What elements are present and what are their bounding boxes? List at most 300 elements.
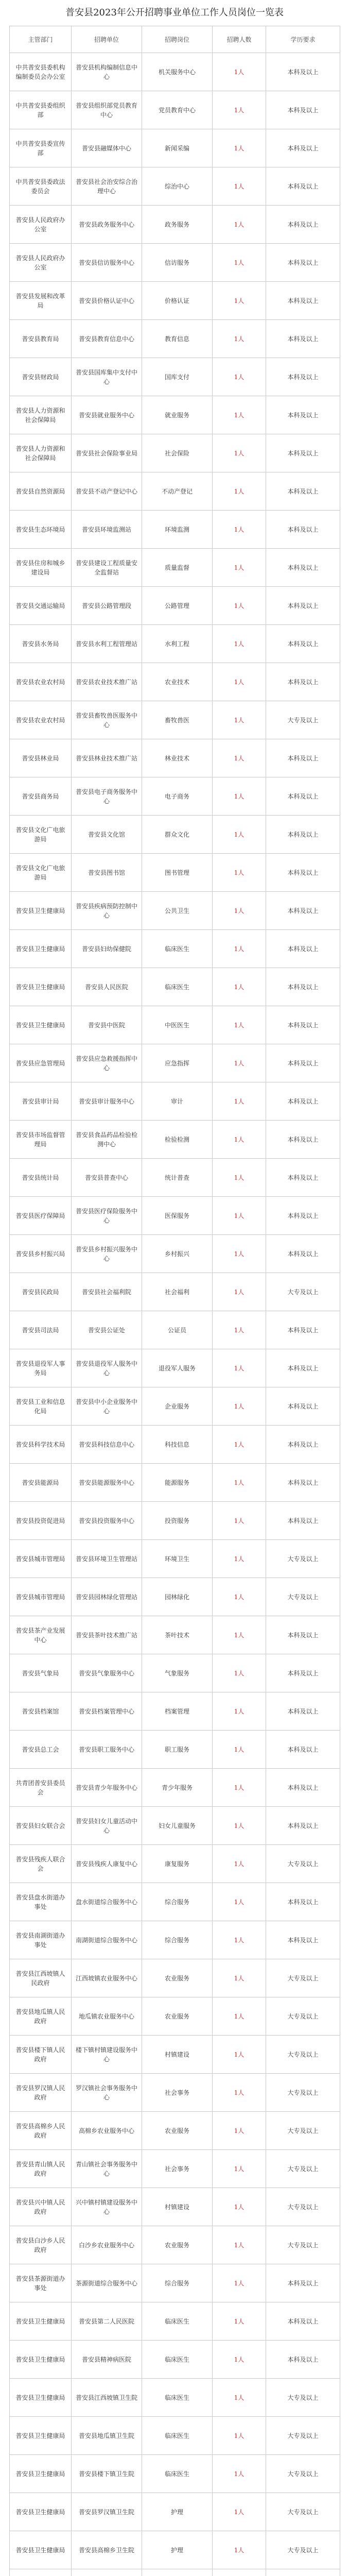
cell-count: 1人: [213, 244, 266, 282]
cell-count: 1人: [213, 2036, 266, 2074]
cell-employer: 普安县档案管理中心: [72, 1692, 142, 1731]
cell-department: 普安县茶源街道办事处: [10, 2264, 72, 2302]
cell-position: 检验检测: [142, 1121, 213, 1159]
cell-department: 普安县能源局: [10, 1464, 72, 1502]
cell-position: 档案管理: [142, 1692, 213, 1731]
cell-position: 综合服务: [142, 2264, 213, 2302]
cell-count: 1人: [213, 1731, 266, 1769]
cell-education: 本科及以上: [266, 511, 340, 549]
table-row: [10, 1502, 340, 1540]
cell-employer: 普安县就业服务中心: [72, 396, 142, 434]
cell-employer: 普安县环境卫生管理站: [72, 1540, 142, 1578]
cell-employer: 普安县畜牧兽医服务中心: [72, 701, 142, 739]
cell-department: 普安县自然资源局: [10, 472, 72, 511]
table-row: [10, 854, 340, 892]
cell-department: 普安县卫生健康局: [10, 2302, 72, 2341]
cell-employer: 普安县普查中心: [72, 1159, 142, 1197]
cell-department: 普安县文化广电旅游局: [10, 854, 72, 892]
cell-count: 1人: [213, 1578, 266, 1616]
table-header-row: [10, 26, 340, 53]
cell-employer: 普安县图书馆: [72, 854, 142, 892]
table-row: [10, 1616, 340, 1654]
cell-count: 1人: [213, 1845, 266, 1883]
cell-department: 普安县农业农村局: [10, 701, 72, 739]
cell-position: 乡村振兴: [142, 1235, 213, 1273]
cell-position: 农业服务: [142, 1959, 213, 1997]
page-title: 普安县2023年公开招聘事业单位工作人员岗位一览表: [65, 7, 284, 18]
cell-position: 党员教育中心: [142, 91, 213, 129]
cell-position: [142, 2569, 213, 2576]
cell-count: 1人: [213, 2417, 266, 2455]
cell-department: 普安县人力资源和社会保障局: [10, 434, 72, 472]
cell-employer: 普安县茶叶技术推广站: [72, 1616, 142, 1654]
cell-count: 1人: [213, 2531, 266, 2569]
cell-position: 临床医生: [142, 2417, 213, 2455]
table-row: [10, 1197, 340, 1235]
cell-education: 本科及以上: [266, 854, 340, 892]
cell-department: 普安县城市管理局: [10, 1540, 72, 1578]
cell-position: 审计: [142, 1082, 213, 1121]
table-body: [10, 53, 340, 2576]
cell-education: 本科及以上: [266, 1349, 340, 1387]
cell-position: 科技信息: [142, 1426, 213, 1464]
cell-education: 大专及以上: [266, 2531, 340, 2569]
table-row: [10, 777, 340, 816]
table-row: [10, 167, 340, 206]
table-row: [10, 1121, 340, 1159]
cell-count: 1人: [213, 53, 266, 91]
cell-count: 1人: [213, 930, 266, 968]
table-row: [10, 1235, 340, 1273]
table-row: [10, 1311, 340, 1349]
cell-position: 信访服务: [142, 244, 213, 282]
cell-department: 普安县乡村振兴局: [10, 1235, 72, 1273]
cell-education: 大专及以上: [266, 2112, 340, 2150]
cell-education: 本科及以上: [266, 2302, 340, 2341]
table-row: [10, 2188, 340, 2226]
cell-education: 本科及以上: [266, 587, 340, 625]
cell-employer: 普安县科技信息中心: [72, 1426, 142, 1464]
cell-position: 电子商务: [142, 777, 213, 816]
cell-employer: 江西坡镇农业服务中心: [72, 1959, 142, 1997]
table-row: [10, 739, 340, 777]
cell-position: 公共卫生: [142, 892, 213, 930]
cell-employer: 普安县中小企业服务中心: [72, 1387, 142, 1426]
table-row: [10, 511, 340, 549]
cell-department: 普安县人民政府办公室: [10, 206, 72, 244]
cell-count: 1人: [213, 1235, 266, 1273]
cell-employer: 普安县融媒体中心: [72, 129, 142, 167]
cell-position: 临床医生: [142, 968, 213, 1006]
cell-position: 临床医生: [142, 2379, 213, 2417]
table-row: [10, 549, 340, 587]
table-row: [10, 625, 340, 663]
cell-count: 1人: [213, 2226, 266, 2264]
cell-department: 普安县地瓜镇人民政府: [10, 1997, 72, 2036]
cell-position: 农业技术: [142, 663, 213, 701]
cell-education: 本科及以上: [266, 1311, 340, 1349]
table-row: [10, 2264, 340, 2302]
cell-education: 本科及以上: [266, 739, 340, 777]
cell-count: 1人: [213, 1044, 266, 1082]
cell-department: 普安县卫生健康局: [10, 2379, 72, 2417]
cell-employer: 普安县价格认证中心: [72, 282, 142, 320]
cell-education: 本科及以上: [266, 968, 340, 1006]
cell-education: 本科及以上: [266, 1426, 340, 1464]
cell-position: 公路管理: [142, 587, 213, 625]
table-row: [10, 1273, 340, 1311]
cell-employer: 普安县地瓜镇卫生院: [72, 2417, 142, 2455]
cell-department: 普安县农业农村局: [10, 663, 72, 701]
cell-education: 本科及以上: [266, 2341, 340, 2379]
table-row: [10, 1540, 340, 1578]
cell-education: 本科及以上: [266, 282, 340, 320]
cell-education: 本科及以上: [266, 320, 340, 358]
cell-education: 大专及以上: [266, 1540, 340, 1578]
cell-department: 普安县工业和信息化局: [10, 1387, 72, 1426]
cell-department: 普安县医疗保障局: [10, 1197, 72, 1235]
table-row: [10, 2036, 340, 2074]
table-row: [10, 930, 340, 968]
header-department: 主管部门: [10, 26, 72, 53]
table-row: [10, 320, 340, 358]
cell-department: 普安县教育局: [10, 320, 72, 358]
cell-employer: 罗汉镇社会事务服务中心: [72, 2074, 142, 2112]
cell-education: 大专及以上: [266, 2379, 340, 2417]
table-row: [10, 2341, 340, 2379]
cell-education: 大专及以上: [266, 2226, 340, 2264]
cell-position: 环境监测: [142, 511, 213, 549]
cell-position: 应急指挥: [142, 1044, 213, 1082]
cell-count: 1人: [213, 1273, 266, 1311]
cell-department: 普安县南湖街道办事处: [10, 1921, 72, 1959]
cell-employer: 普安县社会保险事业局: [72, 434, 142, 472]
table-row: [10, 1426, 340, 1464]
cell-department: 普安县人民政府办公室: [10, 244, 72, 282]
cell-count: 1人: [213, 167, 266, 206]
cell-education: 本科及以上: [266, 1235, 340, 1273]
cell-count: 1人: [213, 2112, 266, 2150]
cell-employer: 兴中镇村镇建设服务中心: [72, 2188, 142, 2226]
cell-position: 机关服务中心: [142, 53, 213, 91]
cell-education: 大专及以上: [266, 2455, 340, 2493]
cell-department: 普安县住房和城乡建设局: [10, 549, 72, 587]
cell-employer: 普安县妇幼保健院: [72, 930, 142, 968]
cell-count: 1人: [213, 2493, 266, 2531]
cell-department: 普安县司法局: [10, 1311, 72, 1349]
cell-employer: 普安县不动产登记中心: [72, 472, 142, 511]
cell-position: 群众文化: [142, 816, 213, 854]
table-row: [10, 587, 340, 625]
cell-employer: 南湖街道综合服务中心: [72, 1921, 142, 1959]
table-row: [10, 358, 340, 396]
cell-position: 农业服务: [142, 2226, 213, 2264]
cell-count: 1人: [213, 1311, 266, 1349]
table-row: [10, 1082, 340, 1121]
cell-education: 大专及以上: [266, 2074, 340, 2112]
cell-count: 1人: [213, 1121, 266, 1159]
cell-count: 1人: [213, 434, 266, 472]
table-row: [10, 2417, 340, 2455]
cell-department: 普安县总工会: [10, 1731, 72, 1769]
header-position: 招聘岗位: [142, 26, 213, 53]
cell-education: 本科及以上: [266, 2264, 340, 2302]
cell-department: 普安县卫生健康局: [10, 968, 72, 1006]
cell-count: 1人: [213, 1464, 266, 1502]
cell-position: 国库支付: [142, 358, 213, 396]
table-row: [10, 1959, 340, 1997]
cell-count: 1人: [213, 1769, 266, 1807]
cell-education: 本科及以上: [266, 244, 340, 282]
cell-employer: 普安县园林绿化管理站: [72, 1578, 142, 1616]
cell-department: 普安县交通运输局: [10, 587, 72, 625]
table-row: [10, 1464, 340, 1502]
cell-department: 普安县科学技术局: [10, 1426, 72, 1464]
cell-department: 普安县兴中镇人民政府: [10, 2188, 72, 2226]
cell-employer: [72, 2569, 142, 2576]
cell-position: 青少年服务: [142, 1769, 213, 1807]
cell-employer: 普安县高棉乡卫生院: [72, 2531, 142, 2569]
cell-employer: 普安县罗汉镇卫生院: [72, 2493, 142, 2531]
cell-count: 1人: [213, 1540, 266, 1578]
cell-department: 普安县林业局: [10, 739, 72, 777]
cell-employer: 茶源街道综合服务中心: [72, 2264, 142, 2302]
cell-employer: 普安县信访服务中心: [72, 244, 142, 282]
cell-department: 普安县卫生健康局: [10, 2493, 72, 2531]
cell-employer: 青山镇社会事务服务中心: [72, 2150, 142, 2188]
cell-count: 1人: [213, 1921, 266, 1959]
cell-education: 本科及以上: [266, 1044, 340, 1082]
cell-department: 普安县卫生健康局: [10, 2531, 72, 2569]
cell-department: 普安县人力资源和社会保障局: [10, 396, 72, 434]
cell-employer: 普安县林业技术推广站: [72, 739, 142, 777]
cell-education: 大专及以上: [266, 2493, 340, 2531]
cell-position: 政务服务: [142, 206, 213, 244]
cell-department: 普安县民政局: [10, 1273, 72, 1311]
cell-employer: 普安县国库集中支付中心: [72, 358, 142, 396]
cell-employer: 普安县农业技术推广站: [72, 663, 142, 701]
cell-employer: 普安县第二人民医院: [72, 2302, 142, 2341]
cell-position: 临床医生: [142, 2341, 213, 2379]
cell-count: 1人: [213, 2188, 266, 2226]
cell-count: 1人: [213, 396, 266, 434]
cell-employer: 普安县江西坡镇卫生院: [72, 2379, 142, 2417]
cell-department: 普安县投资促进局: [10, 1502, 72, 1540]
cell-department: 普安县卫生健康局: [10, 892, 72, 930]
cell-department: 普安县青山镇人民政府: [10, 2150, 72, 2188]
cell-count: [213, 2569, 266, 2576]
table-row: [10, 1159, 340, 1197]
cell-employer: 普安县公证处: [72, 1311, 142, 1349]
cell-position: 教育信息: [142, 320, 213, 358]
cell-department: 普安县生态环境局: [10, 511, 72, 549]
cell-education: 本科及以上: [266, 1807, 340, 1845]
header-education: 学历要求: [266, 26, 340, 53]
cell-department: 普安县审计局: [10, 1082, 72, 1121]
table-row: [10, 396, 340, 434]
table-row: [10, 1997, 340, 2036]
table-row: [10, 1769, 340, 1807]
cell-count: 1人: [213, 1997, 266, 2036]
cell-count: 1人: [213, 2455, 266, 2493]
cell-count: 1人: [213, 2341, 266, 2379]
cell-department: 普安县气象局: [10, 1654, 72, 1692]
cell-education: 本科及以上: [266, 816, 340, 854]
cell-employer: 白沙乡农业服务中心: [72, 2226, 142, 2264]
cell-count: 1人: [213, 1197, 266, 1235]
cell-education: [266, 2569, 340, 2576]
cell-count: 1人: [213, 549, 266, 587]
cell-count: 1人: [213, 472, 266, 511]
cell-department: 普安县文化广电旅游局: [10, 816, 72, 854]
cell-department: 普安县水务局: [10, 625, 72, 663]
cell-position: 企业服务: [142, 1387, 213, 1426]
cell-position: 农业服务: [142, 2112, 213, 2150]
cell-count: 1人: [213, 816, 266, 854]
cell-position: 新闻采编: [142, 129, 213, 167]
cell-department: 普安县罗汉镇人民政府: [10, 2074, 72, 2112]
cell-employer: 普安县应急救援指挥中心: [72, 1044, 142, 1082]
cell-count: 1人: [213, 663, 266, 701]
table-row: [10, 892, 340, 930]
table-row: [10, 1883, 340, 1921]
cell-department: 普安县档案馆: [10, 1692, 72, 1731]
cell-count: 1人: [213, 2264, 266, 2302]
cell-department: 中共普安县委宣传部: [10, 129, 72, 167]
cell-employer: 普安县人民医院: [72, 968, 142, 1006]
cell-position: 职工服务: [142, 1731, 213, 1769]
cell-employer: 普安县精神病医院: [72, 2341, 142, 2379]
cell-count: 1人: [213, 1502, 266, 1540]
cell-education: 本科及以上: [266, 930, 340, 968]
table-row: [10, 2302, 340, 2341]
cell-department: 普安县卫生健康局: [10, 1006, 72, 1044]
cell-position: 临床医生: [142, 2302, 213, 2341]
cell-employer: 普安县退役军人服务中心: [72, 1349, 142, 1387]
cell-department: 普安县退役军人事务局: [10, 1349, 72, 1387]
cell-education: 大专及以上: [266, 2417, 340, 2455]
cell-position: 综治中心: [142, 167, 213, 206]
cell-education: 本科及以上: [266, 1654, 340, 1692]
cell-position: 统计普查: [142, 1159, 213, 1197]
table-row: [10, 1578, 340, 1616]
cell-count: 1人: [213, 1006, 266, 1044]
cell-education: 大专及以上: [266, 2150, 340, 2188]
cell-count: 1人: [213, 358, 266, 396]
cell-count: 1人: [213, 1387, 266, 1426]
cell-education: 大专及以上: [266, 1273, 340, 1311]
cell-education: 本科及以上: [266, 1159, 340, 1197]
cell-position: 综合服务: [142, 1921, 213, 1959]
cell-position: 医保服务: [142, 1197, 213, 1235]
cell-count: 1人: [213, 854, 266, 892]
table-row: [10, 1845, 340, 1883]
cell-count: 1人: [213, 206, 266, 244]
cell-department: 普安县发展和改革局: [10, 282, 72, 320]
cell-count: 1人: [213, 892, 266, 930]
cell-employer: 高棉乡农业服务中心: [72, 2112, 142, 2150]
table-row: [10, 1044, 340, 1082]
cell-department: [10, 2569, 72, 2576]
cell-count: 1人: [213, 2379, 266, 2417]
cell-education: 大专及以上: [266, 1997, 340, 2036]
cell-count: 1人: [213, 1692, 266, 1731]
cell-position: 价格认证: [142, 282, 213, 320]
cell-employer: 普安县教育信息中心: [72, 320, 142, 358]
cell-count: 1人: [213, 1082, 266, 1121]
cell-count: 1人: [213, 2302, 266, 2341]
table-row: [10, 282, 340, 320]
table-row: [10, 816, 340, 854]
cell-department: 普安县高棉乡人民政府: [10, 2112, 72, 2150]
cell-employer: 普安县组织部党员教育中心: [72, 91, 142, 129]
cell-employer: 普安县文化馆: [72, 816, 142, 854]
cell-employer: 地瓜镇农业服务中心: [72, 1997, 142, 2036]
cell-employer: 普安县机构编制信息中心: [72, 53, 142, 91]
cell-position: 不动产登记: [142, 472, 213, 511]
cell-education: 本科及以上: [266, 1464, 340, 1502]
cell-education: 本科及以上: [266, 1121, 340, 1159]
cell-position: 综合服务: [142, 1883, 213, 1921]
table-row: [10, 2112, 340, 2150]
cell-position: 康复服务: [142, 1845, 213, 1883]
cell-count: 1人: [213, 625, 266, 663]
cell-position: 护理: [142, 2493, 213, 2531]
cell-employer: 普安县职工服务中心: [72, 1731, 142, 1769]
cell-position: 水利工程: [142, 625, 213, 663]
cell-education: 本科及以上: [266, 358, 340, 396]
cell-position: 社会事务: [142, 2074, 213, 2112]
cell-education: 大专及以上: [266, 701, 340, 739]
cell-employer: 普安县社会福利院: [72, 1273, 142, 1311]
cell-employer: 普安县气象服务中心: [72, 1654, 142, 1692]
cell-position: 公证员: [142, 1311, 213, 1349]
table-row: [10, 244, 340, 282]
cell-education: 本科及以上: [266, 1692, 340, 1731]
cell-position: 临床医生: [142, 2455, 213, 2493]
cell-department: 普安县妇女联合会: [10, 1807, 72, 1845]
table-row: [10, 663, 340, 701]
cell-education: 本科及以上: [266, 663, 340, 701]
cell-department: 中共普安县委政法委员会: [10, 167, 72, 206]
cell-count: 1人: [213, 1616, 266, 1654]
cell-education: 本科及以上: [266, 777, 340, 816]
cell-employer: 普安县建设工程质量安全监督站: [72, 549, 142, 587]
cell-count: 1人: [213, 701, 266, 739]
cell-count: 1人: [213, 739, 266, 777]
cell-employer: 普安县中医院: [72, 1006, 142, 1044]
cell-position: 临床医生: [142, 930, 213, 968]
cell-count: 1人: [213, 968, 266, 1006]
cell-count: 1人: [213, 2150, 266, 2188]
cell-department: 普安县卫生健康局: [10, 930, 72, 968]
cell-education: 本科及以上: [266, 396, 340, 434]
cell-education: 本科及以上: [266, 892, 340, 930]
cell-department: 中共普安县委组织部: [10, 91, 72, 129]
cell-position: 茶叶技术: [142, 1616, 213, 1654]
cell-education: 大专及以上: [266, 2036, 340, 2074]
cell-department: 普安县江西坡镇人民政府: [10, 1959, 72, 1997]
header-count: 招聘人数: [213, 26, 266, 53]
cell-employer: 普安县公路管理段: [72, 587, 142, 625]
cell-education: 本科及以上: [266, 1616, 340, 1654]
cell-position: 村镇建设: [142, 2036, 213, 2074]
cell-position: 投资服务: [142, 1502, 213, 1540]
cell-employer: 普安县乡村振兴服务中心: [72, 1235, 142, 1273]
table-row: [10, 1654, 340, 1692]
cell-department: 普安县茶产业发展中心: [10, 1616, 72, 1654]
cell-employer: 普安县医疗保险服务中心: [72, 1197, 142, 1235]
